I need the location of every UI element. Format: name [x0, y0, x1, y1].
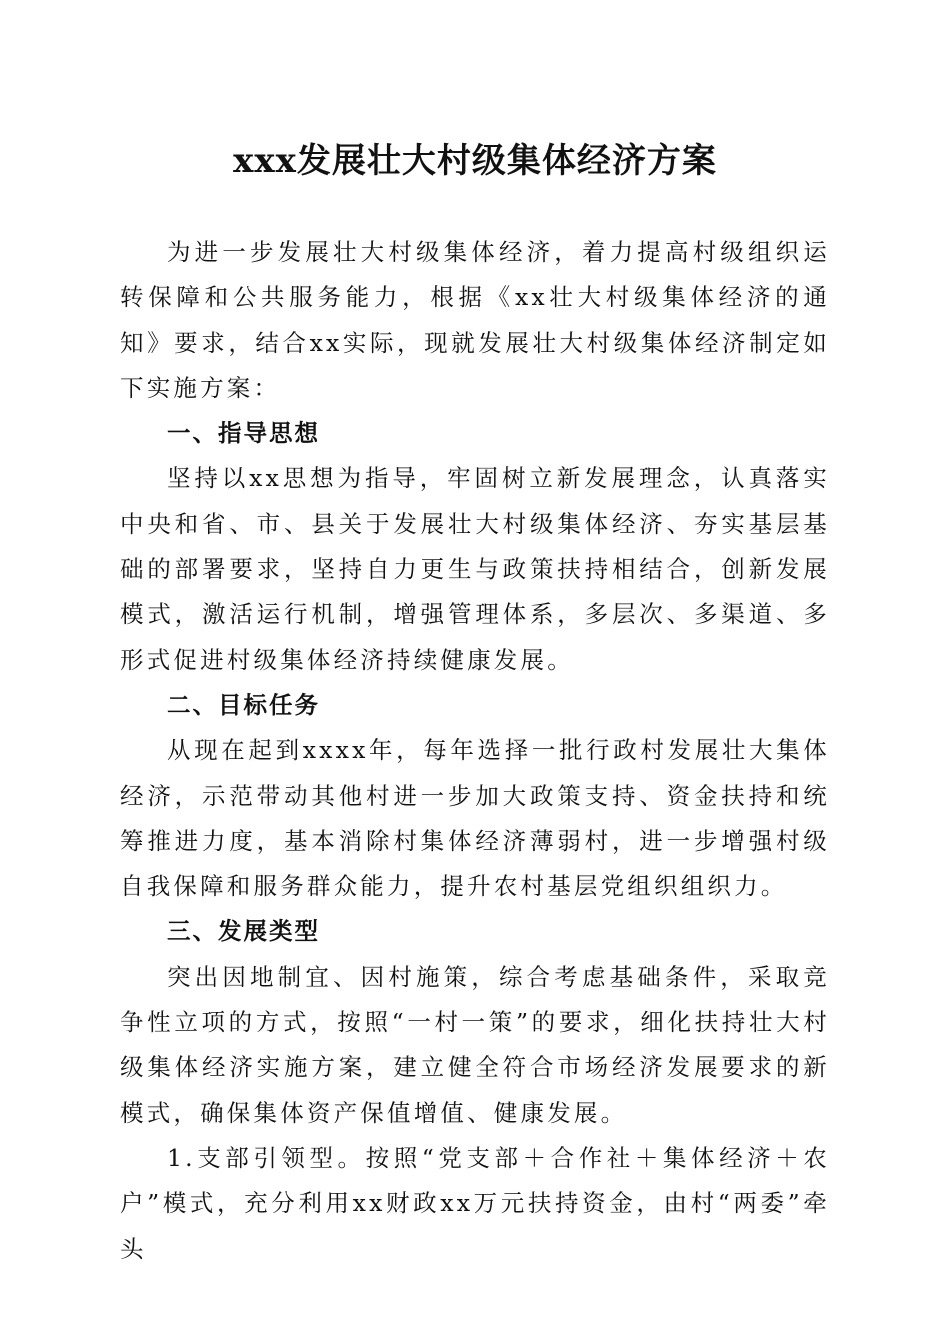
section-heading-guiding-ideology: 一、指导思想 — [167, 419, 320, 448]
section-paragraph-goals: 从现在起到xxxx年，每年选择一批行政村发展壮大集体经济，示范带动其他村进一步加大政策支持、资金扶持和统筹推进力度，基本消除村集体经济薄弱村，进一步增强村级自我保障和服务群众能力，提升农村基层党组织组织力。 — [120, 736, 830, 901]
document-title: xxx发展壮大村级集体经济方案 — [233, 141, 717, 181]
section-paragraph-guiding-ideology: 坚持以xx思想为指导，牢固树立新发展理念，认真落实中央和省、市、县关于发展壮大村级集体经济、夯实基层基础的部署要求，坚持自力更生与政策扶持相结合，创新发展模式，激活运行机制，增强管理体系，多层次、多渠道、多形式促进村级集体经济持续健康发展。 — [120, 464, 830, 674]
intro-paragraph: 为进一步发展壮大村级集体经济，着力提高村级组织运转保障和公共服务能力，根据《xx壮大村级集体经济的通知》要求，结合xx实际，现就发展壮大村级集体经济制定如下实施方案： — [120, 238, 830, 402]
section-paragraph-development-types: 突出因地制宜、因村施策，综合考虑基础条件，采取竞争性立项的方式，按照“一村一策”的要求，细化扶持壮大村级集体经济实施方案，建立健全符合市场经济发展要求的新模式，确保集体资产保值增值、健康发展。 — [120, 962, 830, 1127]
document-body — [120, 230, 830, 1272]
section-heading-goals: 二、目标任务 — [167, 690, 320, 719]
section-heading-development-types: 三、发展类型 — [167, 917, 320, 946]
list-item-branch-led: 1.支部引领型。按照“党支部＋合作社＋集体经济＋农户”模式，充分利用xx财政xx万元扶持资金，由村“两委”牵头 — [120, 1143, 830, 1263]
